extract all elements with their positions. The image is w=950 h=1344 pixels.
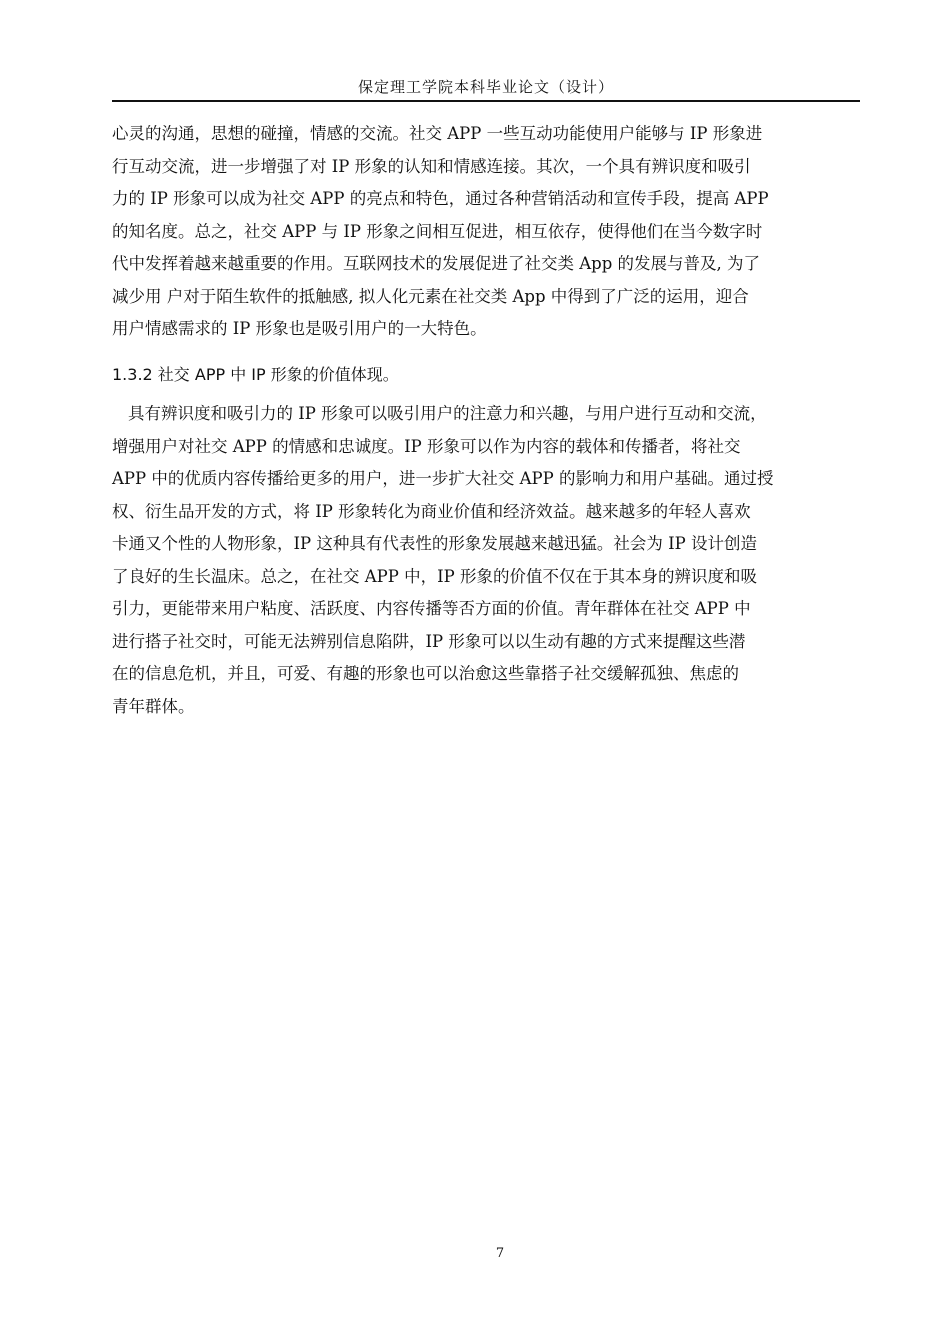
paragraph-line: 引力，更能带来用户粘度、活跃度、内容传播等否方面的价值。青年群体在社交 APP 中 <box>112 599 751 618</box>
paragraph-line: 心灵的沟通，思想的碰撞，情感的交流。社交 APP 一些互动功能使用户能够与 IP 形象进 <box>112 124 763 143</box>
paragraph-1 <box>112 118 860 346</box>
paragraph-line: 力的 IP 形象可以成为社交 APP 的亮点和特色，通过各种营销活动和宣传手段，提高 APP <box>112 189 769 208</box>
paragraph-line: 青年群体。 <box>112 696 195 716</box>
page-number: 7 <box>495 1246 505 1261</box>
paragraph-line: 减少用 户对于陌生软件的抵触感, 拟人化元素在社交类 App 中得到了广泛的运用，迎合 <box>112 286 749 306</box>
paragraph-line: 在的信息危机，并且，可爱、有趣的形象也可以治愈这些靠搭子社交缓解孤独、焦虑的 <box>112 664 739 683</box>
paragraph-line: APP 中的优质内容传播给更多的用户，进一步扩大社交 APP 的影响力和用户基础。通过授 <box>112 469 774 488</box>
paragraph-line: 代中发挥着越来越重要的作用。互联网技术的发展促进了社交类 App 的发展与普及, 为了 <box>112 254 761 273</box>
section-heading: 1.3.2 社交 APP 中 IP 形象的价值体现。 <box>112 365 399 384</box>
paragraph-line: 权、衍生品开发的方式，将 IP 形象转化为商业价值和经济效益。越来越多的年轻人喜欢 <box>112 501 751 521</box>
paragraph-line: 行互动交流，进一步增强了对 IP 形象的认知和情感连接。其次，一个具有辨识度和吸引 <box>112 156 751 176</box>
paragraph-line: 卡通又个性的人物形象，IP 这种具有代表性的形象发展越来越迅猛。社会为 IP 设计创造 <box>112 534 757 553</box>
paragraph-line: 的知名度。总之，社交 APP 与 IP 形象之间相互促进，相互依存，使得他们在当今数字时 <box>112 221 763 241</box>
page-header: 保定理工学院本科毕业论文（设计） <box>357 78 614 96</box>
header-divider <box>112 100 860 102</box>
paragraph-line: 具有辨识度和吸引力的 IP 形象可以吸引用户的注意力和兴趣，与用户进行互动和交流， <box>128 404 767 423</box>
paragraph-2 <box>112 372 860 723</box>
paragraph-line: 增强用户对社交 APP 的情感和忠诚度。IP 形象可以作为内容的载体和传播者，将社交 <box>112 436 741 456</box>
paragraph-line: 了良好的生长温床。总之，在社交 APP 中，IP 形象的价值不仅在于其本身的辨识度和吸 <box>112 566 757 586</box>
paragraph-line: 进行搭子社交时，可能无法辨别信息陷阱，IP 形象可以以生动有趣的方式来提醒这些潜 <box>112 631 746 651</box>
paragraph-line: 用户情感需求的 IP 形象也是吸引用户的一大特色。 <box>112 319 487 338</box>
